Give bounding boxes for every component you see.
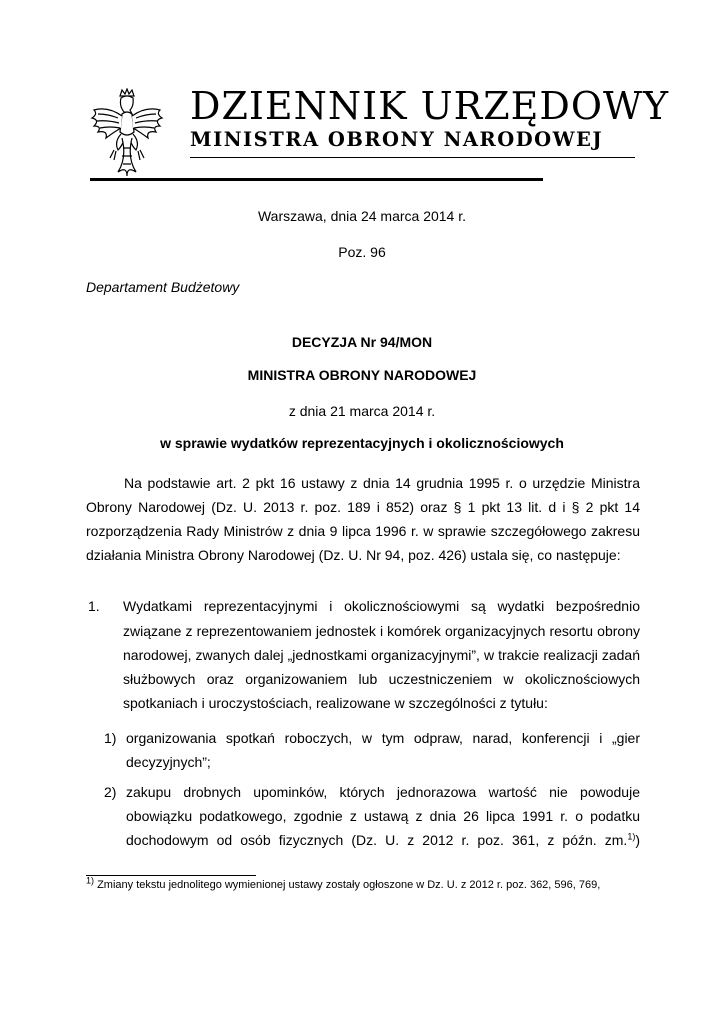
position-number: Poz. 96 — [338, 244, 386, 260]
point-line: służbowych oraz organizowaniem lub uczestniczeniem w okolicznościowych — [123, 671, 640, 687]
subpoint-line: obowiązku podatkowego, zgodnie z ustawą z dnia 26 lipca 1991 r. o podatku — [126, 808, 640, 824]
point-line: związane z reprezentowaniem jednostek i komórek organizacyjnych resortu obrony — [123, 623, 640, 639]
subpoint-line: organizowania spotkań roboczych, w tym odpraw, narad, konferencji i „gier — [126, 730, 640, 746]
decision-authority: MINISTRA OBRONY NARODOWEJ — [247, 367, 477, 383]
point-line: narodowej, zwanych dalej „jednostkami organizacyjnymi”, w trakcie realizacji zadań — [123, 647, 640, 663]
polish-eagle-emblem-icon — [88, 88, 166, 180]
department: Departament Budżetowy — [86, 279, 240, 295]
footnote-divider — [86, 875, 256, 876]
journal-title: DZIENNIK URZĘDOWY — [190, 84, 670, 128]
preamble-line: Na podstawie art. 2 pkt 16 ustawy z dnia 14 grudnia 1995 r. o urzędzie Ministra — [124, 475, 640, 491]
subpoint-line: zakupu drobnych upominków, których jednorazowa wartość nie powoduje — [126, 784, 640, 800]
decision-subject: w sprawie wydatków reprezentacyjnych i okolicznościowych — [160, 435, 564, 451]
closing-parenthesis: ) — [635, 832, 640, 848]
subpoint-number: 2) — [104, 784, 117, 800]
decision-date: z dnia 21 marca 2014 r. — [288, 403, 436, 419]
subpoint-number: 1) — [104, 730, 117, 746]
decision-title: DECYZJA Nr 94/MON — [291, 334, 433, 350]
place-date: Warszawa, dnia 24 marca 2014 r. — [257, 208, 467, 224]
footnote — [86, 875, 601, 892]
point-line: spotkaniach i uroczystościach, realizowane w szczególności z tytułu: — [123, 695, 548, 711]
point-line: Wydatkami reprezentacyjnymi i okolicznościowymi są wydatki bezpośrednio — [123, 598, 640, 614]
subpoint-line: decyzyjnych”; — [126, 754, 211, 770]
footnote-marker: 1) — [86, 875, 95, 886]
preamble-line: rozporządzenia Rady Ministrów z dnia 9 lipca 1996 r. w sprawie szczegółowego zakresu — [86, 523, 640, 539]
header-divider-thick — [90, 178, 543, 181]
footnote-reference[interactable]: 1) — [627, 831, 636, 842]
preamble-line: Obrony Narodowej (Dz. U. 2013 r. poz. 189 i 852) oraz § 1 pkt 13 lit. d i § 2 pkt 14 — [86, 499, 640, 515]
subpoint-text: dochodowym od osób fizycznych (Dz. U. z 2012 r. poz. 361, z późn. zm. — [126, 832, 628, 848]
footnote-text: Zmiany tekstu jednolitego wymienionej ustawy zostały ogłoszone w Dz. U. z 2012 r. poz. 362, 596, 769, — [97, 879, 601, 891]
point-number: 1. — [88, 598, 100, 614]
subpoint-line-with-footnote — [126, 831, 640, 849]
header-divider-thin — [190, 157, 635, 158]
preamble-line: działania Ministra Obrony Narodowej (Dz. U. Nr 94, poz. 426) ustala się, co następuje: — [86, 547, 621, 563]
journal-subtitle: MINISTRA OBRONY NARODOWEJ — [190, 128, 604, 151]
